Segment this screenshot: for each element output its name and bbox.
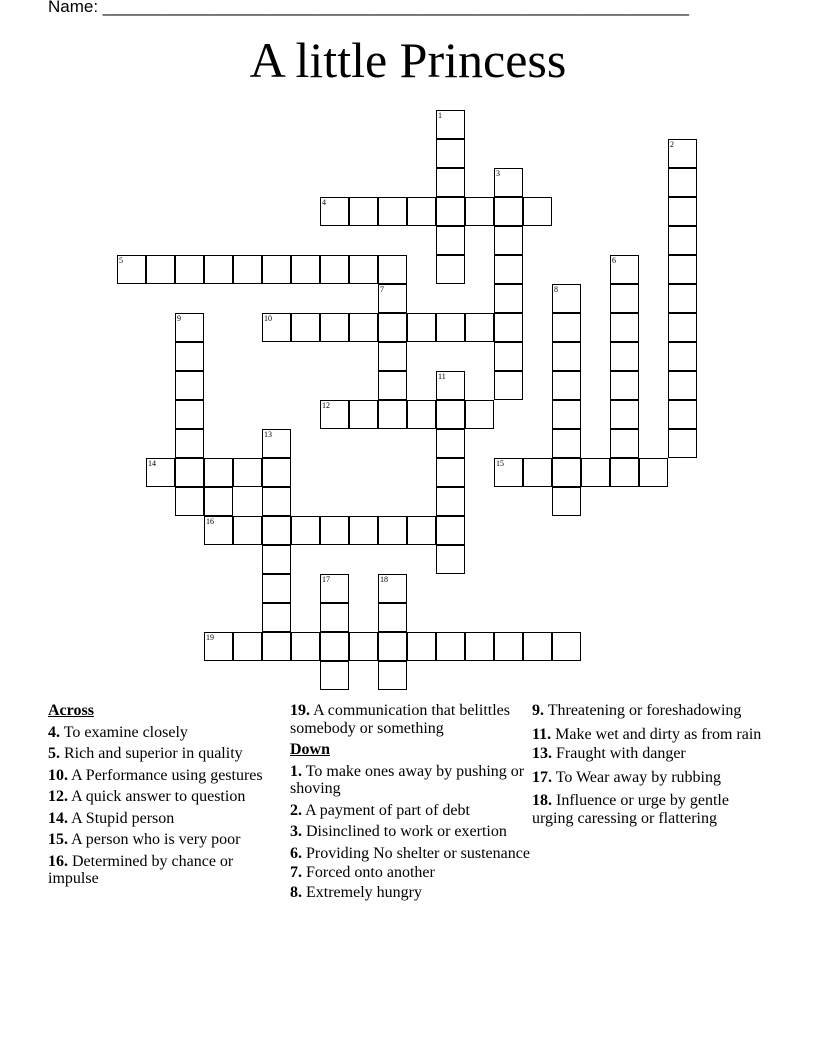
grid-cell[interactable] — [436, 168, 465, 197]
grid-cell[interactable] — [494, 284, 523, 313]
clue-text: A Performance using gestures — [71, 766, 263, 784]
grid-cell[interactable] — [349, 197, 378, 226]
grid-cell[interactable] — [552, 313, 581, 342]
grid-cell[interactable] — [262, 516, 291, 545]
grid-cell[interactable] — [262, 487, 291, 516]
grid-cell[interactable] — [320, 313, 349, 342]
grid-cell[interactable] — [117, 255, 146, 284]
grid-cell[interactable] — [407, 516, 436, 545]
grid-cell[interactable] — [378, 197, 407, 226]
grid-cell[interactable] — [668, 342, 697, 371]
cell-number: 15 — [496, 459, 504, 468]
grid-cell[interactable] — [610, 371, 639, 400]
clue-number: 13. — [532, 745, 552, 762]
clue-column-3 — [532, 702, 772, 827]
grid-cell[interactable] — [552, 429, 581, 458]
grid-cell[interactable] — [175, 400, 204, 429]
grid-cell[interactable] — [407, 632, 436, 661]
clue-number: 12. — [48, 788, 68, 805]
grid-cell[interactable] — [378, 400, 407, 429]
grid-cell[interactable] — [610, 400, 639, 429]
grid-cell[interactable] — [262, 313, 291, 342]
clue-number: 10. — [48, 766, 68, 784]
clue-number: 16. — [48, 852, 68, 870]
grid-cell[interactable] — [291, 255, 320, 284]
grid-cell[interactable] — [436, 313, 465, 342]
grid-cell[interactable] — [668, 284, 697, 313]
grid-cell[interactable] — [349, 400, 378, 429]
grid-cell[interactable] — [494, 342, 523, 371]
clue-number: 4. — [48, 723, 60, 741]
grid-cell[interactable] — [204, 632, 233, 661]
down-clue — [532, 769, 772, 787]
grid-cell[interactable] — [581, 458, 610, 487]
grid-cell[interactable] — [262, 255, 291, 284]
clue-text: Make wet and dirty as from rain — [555, 725, 762, 743]
grid-cell[interactable] — [349, 632, 378, 661]
clue-number: 14. — [48, 809, 68, 827]
grid-cell[interactable] — [349, 255, 378, 284]
cell-number: 16 — [206, 517, 214, 526]
grid-cell[interactable] — [639, 458, 668, 487]
cell-number: 6 — [612, 256, 616, 265]
clue-column-2 — [290, 702, 530, 901]
grid-cell[interactable] — [465, 632, 494, 661]
grid-cell[interactable] — [349, 516, 378, 545]
down-clue — [290, 884, 530, 902]
grid-cell[interactable] — [668, 255, 697, 284]
across-clue — [48, 853, 286, 888]
grid-cell[interactable] — [436, 110, 465, 139]
grid-cell[interactable] — [262, 545, 291, 574]
across-heading: Across — [48, 702, 94, 719]
across-clue — [290, 702, 530, 737]
clue-number: 6. — [290, 844, 302, 862]
grid-cell[interactable] — [320, 197, 349, 226]
down-clue — [290, 802, 530, 820]
grid-cell[interactable] — [465, 197, 494, 226]
clue-text: Threatening or foreshadowing — [547, 702, 742, 719]
cell-number: 19 — [206, 633, 214, 642]
name-line: Name: ______________________________________________________________ — [48, 0, 689, 16]
grid-cell[interactable] — [378, 603, 407, 632]
grid-cell[interactable] — [262, 429, 291, 458]
grid-cell[interactable] — [378, 371, 407, 400]
grid-cell[interactable] — [552, 400, 581, 429]
clue-text: A Stupid person — [71, 809, 175, 827]
cell-number: 10 — [264, 314, 272, 323]
cell-number: 12 — [322, 401, 330, 410]
clue-number: 1. — [290, 762, 302, 780]
grid-cell[interactable] — [175, 371, 204, 400]
cell-number: 1 — [438, 111, 442, 120]
grid-cell[interactable] — [668, 226, 697, 255]
clue-text: A communication that belittles somebody or something — [290, 702, 510, 737]
grid-cell[interactable] — [668, 400, 697, 429]
cell-number: 3 — [496, 169, 500, 178]
grid-cell[interactable] — [523, 632, 552, 661]
cell-number: 5 — [119, 256, 123, 265]
grid-cell[interactable] — [465, 400, 494, 429]
grid-cell[interactable] — [378, 313, 407, 342]
clue-text: Determined by chance or impulse — [48, 852, 234, 887]
clue-number: 2. — [290, 801, 302, 819]
cell-number: 4 — [322, 198, 326, 207]
grid-cell[interactable] — [175, 487, 204, 516]
grid-cell[interactable] — [175, 429, 204, 458]
clue-text: Influence or urge by gentle urging caressing or flattering — [532, 792, 729, 827]
clue-text: Extremely hungry — [306, 883, 422, 901]
clue-text: To examine closely — [63, 723, 188, 741]
grid-cell[interactable] — [436, 197, 465, 226]
down-clue — [290, 845, 530, 863]
grid-cell[interactable] — [552, 487, 581, 516]
clue-number: 11. — [532, 725, 552, 743]
grid-cell[interactable] — [436, 139, 465, 168]
grid-cell[interactable] — [668, 429, 697, 458]
grid-cell[interactable] — [436, 487, 465, 516]
grid-cell[interactable] — [523, 458, 552, 487]
grid-cell[interactable] — [233, 632, 262, 661]
grid-cell[interactable] — [436, 226, 465, 255]
grid-cell[interactable] — [175, 458, 204, 487]
grid-cell[interactable] — [436, 371, 465, 400]
cell-number: 9 — [177, 314, 181, 323]
grid-cell[interactable] — [146, 458, 175, 487]
grid-cell[interactable] — [320, 603, 349, 632]
grid-cell[interactable] — [436, 458, 465, 487]
clue-text: A payment of part of debt — [305, 801, 470, 819]
grid-cell[interactable] — [494, 226, 523, 255]
down-clue — [532, 745, 772, 763]
grid-cell[interactable] — [320, 574, 349, 603]
grid-cell[interactable] — [320, 632, 349, 661]
grid-cell[interactable] — [378, 284, 407, 313]
cell-number: 7 — [380, 285, 384, 294]
grid-cell[interactable] — [378, 255, 407, 284]
grid-cell[interactable] — [407, 400, 436, 429]
across-clue — [48, 810, 286, 828]
grid-cell[interactable] — [494, 197, 523, 226]
clue-number: 5. — [48, 745, 60, 762]
down-clue — [532, 702, 772, 720]
clue-text: To make ones away by pushing or shoving — [290, 762, 525, 797]
grid-cell[interactable] — [175, 342, 204, 371]
down-clue — [290, 823, 530, 841]
cell-number: 13 — [264, 430, 272, 439]
clue-number: 17. — [532, 768, 552, 786]
grid-cell[interactable] — [291, 632, 320, 661]
cell-number: 8 — [554, 285, 558, 294]
grid-cell[interactable] — [175, 313, 204, 342]
across-clue — [48, 767, 286, 785]
grid-cell[interactable] — [262, 574, 291, 603]
grid-cell[interactable] — [233, 516, 262, 545]
cell-number: 17 — [322, 575, 330, 584]
grid-cell[interactable] — [378, 342, 407, 371]
grid-cell[interactable] — [436, 429, 465, 458]
grid-cell[interactable] — [320, 516, 349, 545]
grid-cell[interactable] — [262, 603, 291, 632]
grid-cell[interactable] — [291, 516, 320, 545]
grid-cell[interactable] — [262, 632, 291, 661]
grid-cell[interactable] — [610, 255, 639, 284]
grid-cell[interactable] — [668, 371, 697, 400]
grid-cell[interactable] — [175, 255, 204, 284]
grid-cell[interactable] — [668, 168, 697, 197]
grid-cell[interactable] — [233, 255, 262, 284]
grid-cell[interactable] — [668, 313, 697, 342]
grid-cell[interactable] — [552, 284, 581, 313]
cell-number: 2 — [670, 140, 674, 149]
grid-cell[interactable] — [407, 313, 436, 342]
grid-cell[interactable] — [610, 429, 639, 458]
grid-cell[interactable] — [320, 255, 349, 284]
down-clue — [290, 763, 530, 798]
grid-cell[interactable] — [378, 574, 407, 603]
grid-cell[interactable] — [378, 661, 407, 690]
clue-number: 18. — [532, 792, 552, 809]
clue-text: Fraught with danger — [556, 745, 686, 762]
grid-cell[interactable] — [436, 255, 465, 284]
across-clue — [48, 831, 286, 849]
grid-cell[interactable] — [436, 516, 465, 545]
grid-cell[interactable] — [552, 371, 581, 400]
grid-cell[interactable] — [436, 400, 465, 429]
grid-cell[interactable] — [349, 313, 378, 342]
clue-text: A quick answer to question — [71, 788, 246, 805]
grid-cell[interactable] — [610, 458, 639, 487]
clue-text: Providing No shelter or sustenance — [306, 844, 530, 862]
grid-cell[interactable] — [262, 458, 291, 487]
grid-cell[interactable] — [320, 400, 349, 429]
grid-cell[interactable] — [494, 313, 523, 342]
grid-cell[interactable] — [494, 458, 523, 487]
grid-cell[interactable] — [378, 632, 407, 661]
grid-cell[interactable] — [668, 139, 697, 168]
grid-cell[interactable] — [610, 284, 639, 313]
clue-text: To Wear away by rubbing — [555, 768, 721, 786]
page-title: A little Princess — [249, 32, 567, 88]
grid-cell[interactable] — [204, 487, 233, 516]
clue-text: Rich and superior in quality — [64, 745, 243, 762]
grid-cell[interactable] — [465, 313, 494, 342]
cell-number: 14 — [148, 459, 156, 468]
clue-number: 15. — [48, 831, 68, 848]
grid-cell[interactable] — [552, 632, 581, 661]
clue-number: 3. — [290, 823, 302, 840]
grid-cell[interactable] — [552, 342, 581, 371]
clue-number: 9. — [532, 702, 544, 719]
grid-cell[interactable] — [610, 313, 639, 342]
grid-cell[interactable] — [494, 632, 523, 661]
cell-number: 18 — [380, 575, 388, 584]
grid-cell[interactable] — [523, 197, 552, 226]
clue-text: A person who is very poor — [71, 831, 241, 848]
grid-cell[interactable] — [668, 197, 697, 226]
grid-cell[interactable] — [320, 661, 349, 690]
clue-text: Disinclined to work or exertion — [306, 823, 507, 840]
across-clue — [48, 724, 286, 742]
clue-text: Forced onto another — [306, 864, 435, 881]
down-clue — [532, 792, 772, 827]
grid-cell[interactable] — [436, 545, 465, 574]
grid-cell[interactable] — [378, 516, 407, 545]
grid-cell[interactable] — [552, 458, 581, 487]
clue-number: 8. — [290, 883, 302, 901]
grid-cell[interactable] — [291, 313, 320, 342]
down-clue — [532, 726, 772, 744]
grid-cell[interactable] — [494, 371, 523, 400]
grid-cell[interactable] — [204, 516, 233, 545]
grid-cell[interactable] — [494, 168, 523, 197]
cell-number: 11 — [438, 372, 446, 381]
across-clue — [48, 788, 286, 806]
down-clue — [290, 864, 530, 882]
grid-cell[interactable] — [204, 255, 233, 284]
grid-cell[interactable] — [233, 458, 262, 487]
grid-cell[interactable] — [407, 197, 436, 226]
grid-cell[interactable] — [436, 632, 465, 661]
down-heading: Down — [290, 741, 331, 758]
grid-cell[interactable] — [146, 255, 175, 284]
across-clue — [48, 745, 286, 763]
clue-number: 19. — [290, 702, 310, 719]
clue-column-1 — [48, 702, 286, 888]
grid-cell[interactable] — [494, 255, 523, 284]
grid-cell[interactable] — [204, 458, 233, 487]
clue-number: 7. — [290, 864, 302, 881]
grid-cell[interactable] — [610, 342, 639, 371]
